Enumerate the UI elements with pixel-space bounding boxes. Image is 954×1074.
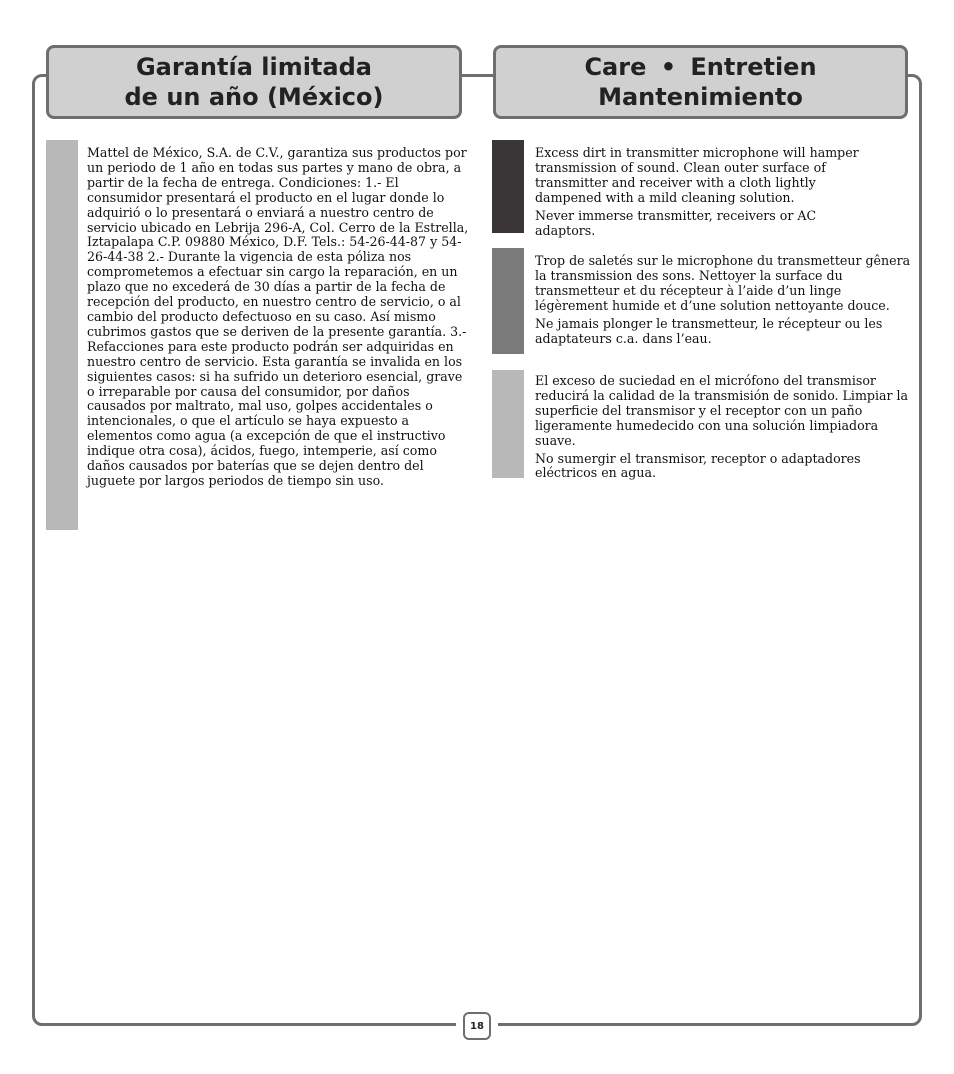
- care-en-paragraph-1: Excess dirt in transmitter microphone will hamper transmission of sound. Clean outer surface of transmitter and receiver with a cloth lightly dampened with a mild cleaning solution.: [535, 145, 859, 205]
- care-es-text: [535, 374, 917, 481]
- warranty-title-line1: Garantía limitada: [135, 53, 372, 81]
- page-number: 18: [463, 1012, 491, 1040]
- care-es-paragraph-1: El exceso de suciedad en el micrófono del transmisor reducirá la calidad de la transmisión de sonido. Limpiar la superficie del transmisor y el receptor con un paño ligeramente humedecido con una solución limpiadora suave.: [535, 373, 909, 448]
- care-fr-text: [535, 254, 915, 346]
- care-fr-marker-bar: [492, 248, 524, 354]
- warranty-text: [87, 146, 471, 489]
- care-title-tab: [493, 45, 908, 119]
- care-en-text: [535, 146, 875, 238]
- care-es-paragraph-2: No sumergir el transmisor, receptor o adaptadores eléctricos en agua.: [535, 450, 861, 481]
- warranty-title-tab: [46, 45, 462, 119]
- care-es-marker-bar: [492, 370, 524, 478]
- care-title-line2: Mantenimiento: [598, 83, 803, 111]
- care-fr-paragraph-2: Ne jamais plonger le transmetteur, le récepteur ou les adaptateurs c.a. dans l’eau.: [535, 315, 883, 346]
- warranty-body: Mattel de México, S.A. de C.V., garantiza sus productos por un periodo de 1 año en todas sus partes y mano de obra, a partir de la fecha de entrega. Condiciones: 1.- El consumidor presentará el producto en el lugar donde lo adquirió o lo presentará o enviará a nuestro centro de servicio ubicado en Lebrija 296-A, Col. Cerro de la Estrella, Iztapalapa C.P. 09880 México, D.F. Tels.: 54-26-44-87 y 54-26-44-38 2.- Durante la vigencia de esta póliza nos comprometemos a efectuar sin cargo la reparación, en un plazo que no excederá de 30 días a partir de la fecha de recepción del producto, en nuestro centro de servicio, o al cambio del producto defectuoso en su caso. Así mismo cubrimos gastos que se deriven de la presente garantía. 3.- Refacciones para este producto podrán ser adquiridas en nuestro centro de servicio. Esta garantía se invalida en los siguientes casos: si ha sufrido un deterioro esencial, grave o irreparable por causa del consumidor, por daños causados por maltrato, mal uso, golpes accidentales o intencionales, o que el artículo se haya expuesto a elementos como agua (a excepción de que el instructivo indique otra cosa), ácidos, fuego, intemperie, así como daños causados por baterías que se dejen dentro del juguete por largos periodos de tiempo sin uso.: [87, 145, 469, 488]
- warranty-title-line2: de un año (México): [124, 83, 384, 111]
- care-title-line1: Care • Entretien: [584, 53, 817, 81]
- care-en-paragraph-2: Never immerse transmitter, receivers or AC adaptors.: [535, 207, 817, 238]
- warranty-marker-bar: [46, 140, 78, 530]
- care-fr-paragraph-1: Trop de saletés sur le microphone du transmetteur gênera la transmission des sons. Nettoyer la surface du transmetteur et du récepteur à l’aide d’un linge légèrement humide et d’une solution nettoyante douce.: [535, 253, 911, 313]
- care-en-marker-bar: [492, 140, 524, 233]
